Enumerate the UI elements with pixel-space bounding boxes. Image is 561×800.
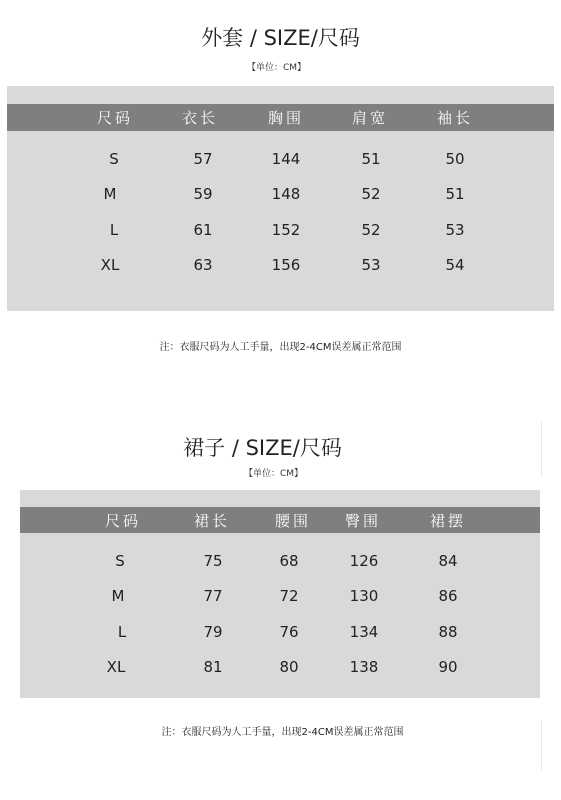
coat-header-shoulder: 肩宽 — [351, 109, 388, 127]
skirt-size-title: 裙子 / SIZE/尺码 — [183, 436, 342, 460]
skirt-cell-hem: 88 — [438, 623, 458, 641]
coat-cell-shoulder: 52 — [361, 185, 381, 203]
skirt-measurement-note: 注：衣服尺码为人工手量，出现2-4CM误差属正常范围 — [161, 727, 404, 738]
skirt-cell-hip: 130 — [349, 587, 379, 605]
coat-cell-length: 63 — [193, 256, 213, 274]
skirt-cell-size: S — [115, 552, 125, 570]
coat-header-chest: 胸围 — [267, 109, 304, 127]
skirt-cell-hip: 138 — [349, 658, 379, 676]
coat-cell-chest: 144 — [271, 150, 301, 168]
skirt-header-hip: 臀围 — [344, 511, 381, 530]
skirt-cell-waist: 72 — [279, 587, 299, 605]
skirt-size-table — [20, 490, 540, 698]
skirt-cell-waist: 68 — [279, 552, 299, 570]
skirt-header-waist: 腰围 — [274, 511, 311, 530]
skirt-unit-label: 【单位：CM】 — [243, 469, 304, 479]
coat-header-sleeve: 袖长 — [436, 109, 473, 127]
coat-cell-size: L — [109, 221, 119, 239]
coat-cell-size: XL — [100, 256, 120, 274]
coat-cell-sleeve: 51 — [445, 185, 465, 203]
skirt-cell-length: 81 — [203, 658, 223, 676]
coat-table-header — [7, 104, 554, 131]
skirt-header-hem: 裙摆 — [429, 511, 466, 530]
skirt-cell-size: L — [117, 623, 127, 641]
coat-cell-chest: 152 — [271, 221, 301, 239]
coat-cell-length: 61 — [193, 221, 213, 239]
coat-unit-label: 【单位：CM】 — [246, 63, 307, 73]
skirt-cell-hem: 90 — [438, 658, 458, 676]
coat-header-length: 衣长 — [181, 109, 218, 127]
coat-cell-size: S — [109, 150, 119, 168]
coat-cell-sleeve: 54 — [445, 256, 465, 274]
skirt-cell-hip: 126 — [349, 552, 379, 570]
coat-size-title: 外套 / SIZE/尺码 — [201, 26, 360, 50]
coat-cell-sleeve: 53 — [445, 221, 465, 239]
coat-cell-chest: 148 — [271, 185, 301, 203]
coat-cell-length: 59 — [193, 185, 213, 203]
coat-size-table — [7, 86, 554, 311]
skirt-cell-hem: 84 — [438, 552, 458, 570]
coat-cell-chest: 156 — [271, 256, 301, 274]
skirt-cell-length: 75 — [203, 552, 223, 570]
coat-header-size: 尺码 — [96, 109, 133, 127]
skirt-cell-size: XL — [106, 658, 126, 676]
coat-cell-shoulder: 53 — [361, 256, 381, 274]
coat-size-section — [0, 0, 561, 360]
skirt-cell-waist: 80 — [279, 658, 299, 676]
coat-cell-size: M — [103, 185, 117, 203]
coat-cell-length: 57 — [193, 150, 213, 168]
skirt-header-size: 尺码 — [104, 511, 141, 530]
skirt-table-header — [20, 507, 540, 533]
skirt-cell-length: 77 — [203, 587, 223, 605]
skirt-cell-length: 79 — [203, 623, 223, 641]
coat-measurement-note: 注：衣服尺码为人工手量，出现2-4CM误差属正常范围 — [159, 342, 402, 353]
skirt-cell-hip: 134 — [349, 623, 379, 641]
coat-cell-shoulder: 51 — [361, 150, 381, 168]
skirt-cell-hem: 86 — [438, 587, 458, 605]
coat-cell-sleeve: 50 — [445, 150, 465, 168]
skirt-size-section — [0, 400, 561, 800]
skirt-cell-size: M — [111, 587, 125, 605]
skirt-header-length: 裙长 — [193, 511, 230, 530]
coat-cell-shoulder: 52 — [361, 221, 381, 239]
skirt-cell-waist: 76 — [279, 623, 299, 641]
